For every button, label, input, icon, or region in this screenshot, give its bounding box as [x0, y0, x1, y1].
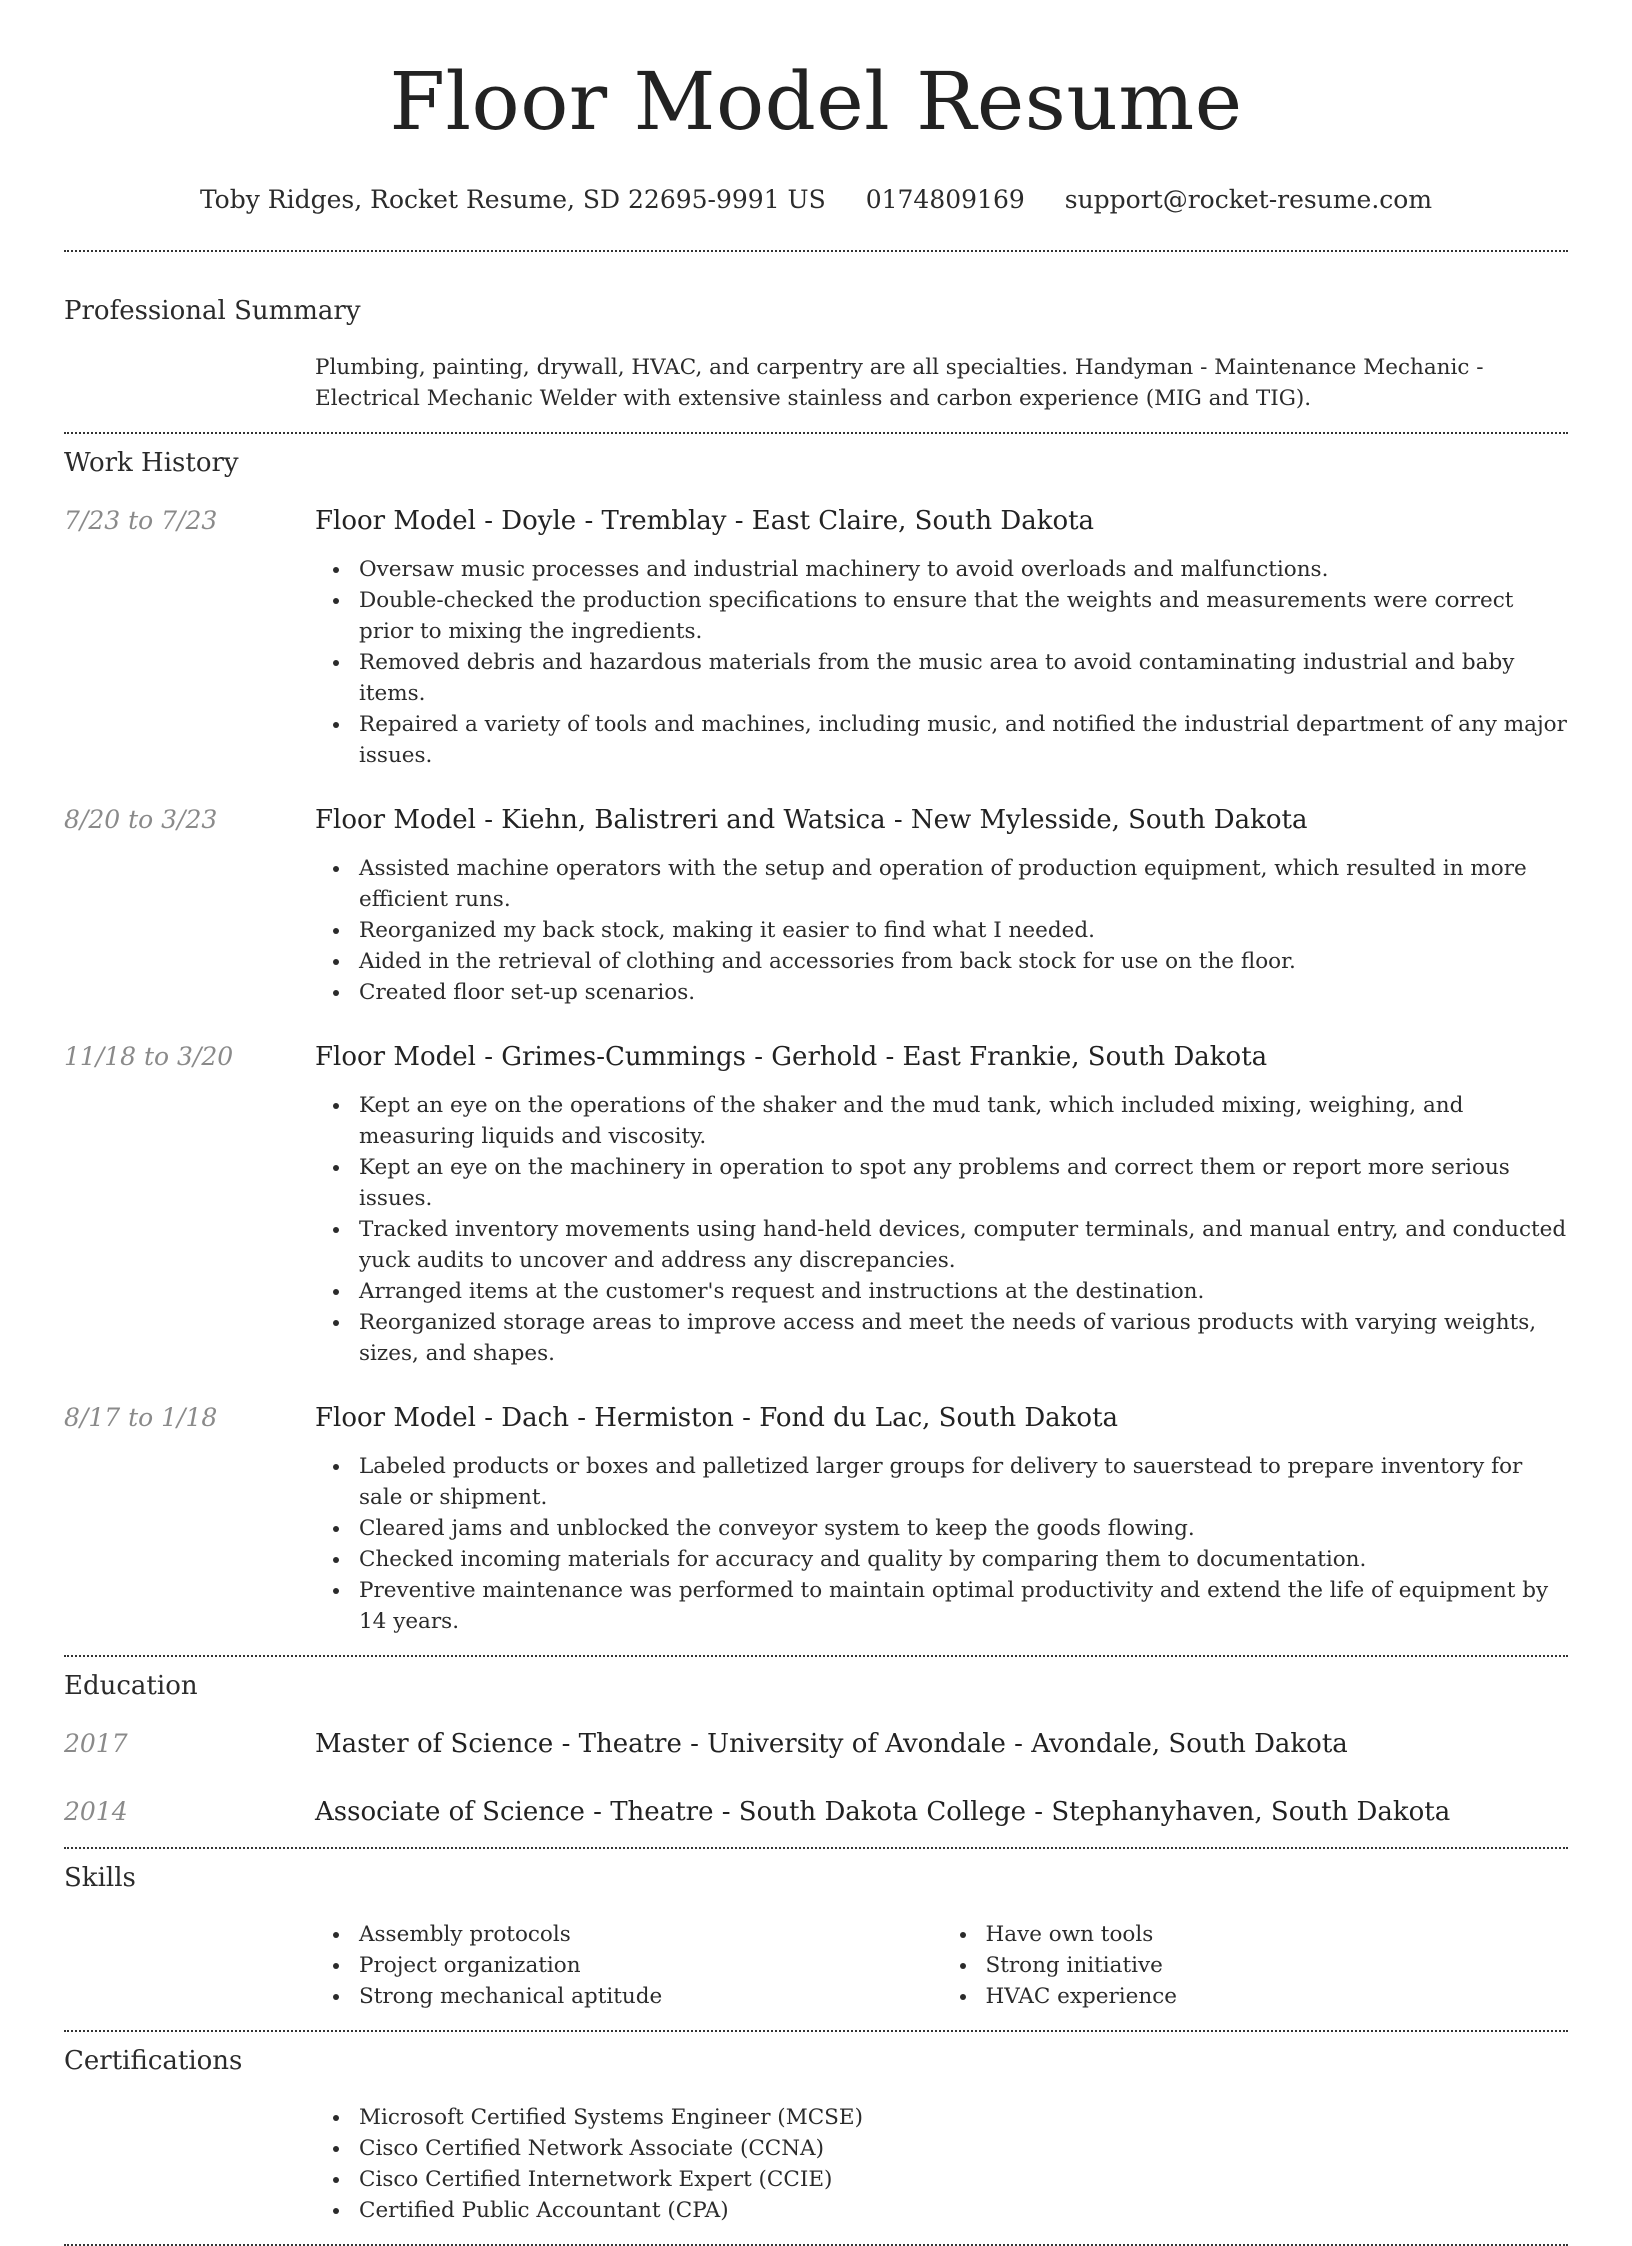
list-item: Preventive maintenance was performed to maintain optimal productivity and extend the life of equipment by 14 years.	[315, 1575, 1568, 1637]
list-item: Oversaw music processes and industrial machinery to avoid overloads and malfunctions.	[315, 554, 1568, 585]
header-divider	[64, 250, 1568, 252]
list-item: Kept an eye on the machinery in operation to spot any problems and correct them or report more serious issues.	[315, 1152, 1568, 1214]
job-bullets	[315, 853, 1568, 1008]
page-title: Floor Model Resume	[389, 55, 1243, 148]
list-item: Aided in the retrieval of clothing and accessories from back stock for use on the floor.	[315, 946, 1568, 977]
list-item: Have own tools	[942, 1919, 1569, 1950]
work-divider	[64, 1655, 1568, 1657]
skills-list	[315, 1919, 1568, 2012]
list-item: Double-checked the production specifications to ensure that the weights and measurements were correct prior to mixing the ingredients.	[315, 585, 1568, 647]
list-item: Labeled products or boxes and palletized larger groups for delivery to sauerstead to prepare inventory for sale or shipment.	[315, 1451, 1568, 1513]
job-dates: 11/18 to 3/20	[64, 1042, 234, 1071]
certifications-list	[315, 2102, 1568, 2226]
list-item: Reorganized my back stock, making it easier to find what I needed.	[315, 915, 1568, 946]
skills-column-right	[942, 1919, 1569, 2012]
job-title: Floor Model - Grimes-Cummings - Gerhold - East Frankie, South Dakota	[315, 1042, 1268, 1072]
job-dates: 8/17 to 1/18	[64, 1403, 218, 1432]
education-divider	[64, 1847, 1568, 1849]
education-year: 2017	[64, 1729, 128, 1758]
contact-email: support@rocket-resume.com	[1064, 185, 1433, 214]
job-title: Floor Model - Kiehn, Balistreri and Watsica - New Mylesside, South Dakota	[315, 805, 1308, 835]
list-item: Reorganized storage areas to improve access and meet the needs of various products with varying weights, sizes, and shapes.	[315, 1307, 1568, 1369]
list-item: Removed debris and hazardous materials from the music area to avoid contaminating industrial and baby items.	[315, 647, 1568, 709]
certifications-heading: Certifications	[64, 2046, 243, 2076]
job-bullets	[315, 1090, 1568, 1369]
list-item: Microsoft Certified Systems Engineer (MCSE)	[315, 2102, 1568, 2133]
job-entry	[64, 504, 1568, 771]
job-title: Floor Model - Doyle - Tremblay - East Claire, South Dakota	[315, 506, 1095, 536]
skills-heading: Skills	[64, 1863, 136, 1893]
list-item: Kept an eye on the operations of the shaker and the mud tank, which included mixing, weighing, and measuring liquids and viscosity.	[315, 1090, 1568, 1152]
job-dates: 8/20 to 3/23	[64, 805, 218, 834]
education-heading: Education	[64, 1671, 198, 1701]
summary-heading: Professional Summary	[64, 296, 361, 326]
contact-address: Toby Ridges, Rocket Resume, SD 22695-9991 US	[199, 185, 826, 214]
job-dates: 7/23 to 7/23	[64, 506, 218, 535]
list-item: Cisco Certified Internetwork Expert (CCIE)	[315, 2164, 1568, 2195]
list-item: Certified Public Accountant (CPA)	[315, 2195, 1568, 2226]
job-entry	[64, 803, 1568, 1008]
work-heading: Work History	[64, 448, 239, 478]
resume-page	[64, 0, 1568, 2246]
summary-divider	[64, 432, 1568, 434]
summary-text: Plumbing, painting, drywall, HVAC, and carpentry are all specialties. Handyman - Maintenance Mechanic - Electrical Mechanic Welder with extensive stainless and carbon experience (MIG and TIG).	[315, 355, 1484, 411]
list-item: Created floor set-up scenarios.	[315, 977, 1568, 1008]
skills-column-left	[315, 1919, 942, 2012]
list-item: Strong mechanical aptitude	[315, 1981, 942, 2012]
education-title: Master of Science - Theatre - University of Avondale - Avondale, South Dakota	[315, 1729, 1348, 1759]
list-item: Project organization	[315, 1950, 942, 1981]
list-item: HVAC experience	[942, 1981, 1569, 2012]
education-entry	[64, 1795, 1568, 1829]
list-item: Repaired a variety of tools and machines, including music, and notified the industrial department of any major issues.	[315, 709, 1568, 771]
list-item: Cisco Certified Network Associate (CCNA)	[315, 2133, 1568, 2164]
list-item: Tracked inventory movements using hand-held devices, computer terminals, and manual entry, and conducted yuck audits to uncover and address any discrepancies.	[315, 1214, 1568, 1276]
skills-divider	[64, 2030, 1568, 2032]
list-item: Checked incoming materials for accuracy and quality by comparing them to documentation.	[315, 1544, 1568, 1575]
list-item: Assisted machine operators with the setup and operation of production equipment, which resulted in more efficient runs.	[315, 853, 1568, 915]
job-bullets	[315, 554, 1568, 771]
education-year: 2014	[64, 1797, 128, 1826]
contact-phone: 0174809169	[865, 185, 1025, 214]
contact-line	[64, 184, 1568, 216]
list-item: Strong initiative	[942, 1950, 1569, 1981]
list-item: Assembly protocols	[315, 1919, 942, 1950]
education-title: Associate of Science - Theatre - South Dakota College - Stephanyhaven, South Dakota	[315, 1797, 1451, 1827]
job-entry	[64, 1401, 1568, 1637]
list-item: Cleared jams and unblocked the conveyor system to keep the goods flowing.	[315, 1513, 1568, 1544]
job-bullets	[315, 1451, 1568, 1637]
list-item: Arranged items at the customer's request and instructions at the destination.	[315, 1276, 1568, 1307]
job-entry	[64, 1040, 1568, 1369]
education-entry	[64, 1727, 1568, 1761]
job-title: Floor Model - Dach - Hermiston - Fond du Lac, South Dakota	[315, 1403, 1119, 1433]
